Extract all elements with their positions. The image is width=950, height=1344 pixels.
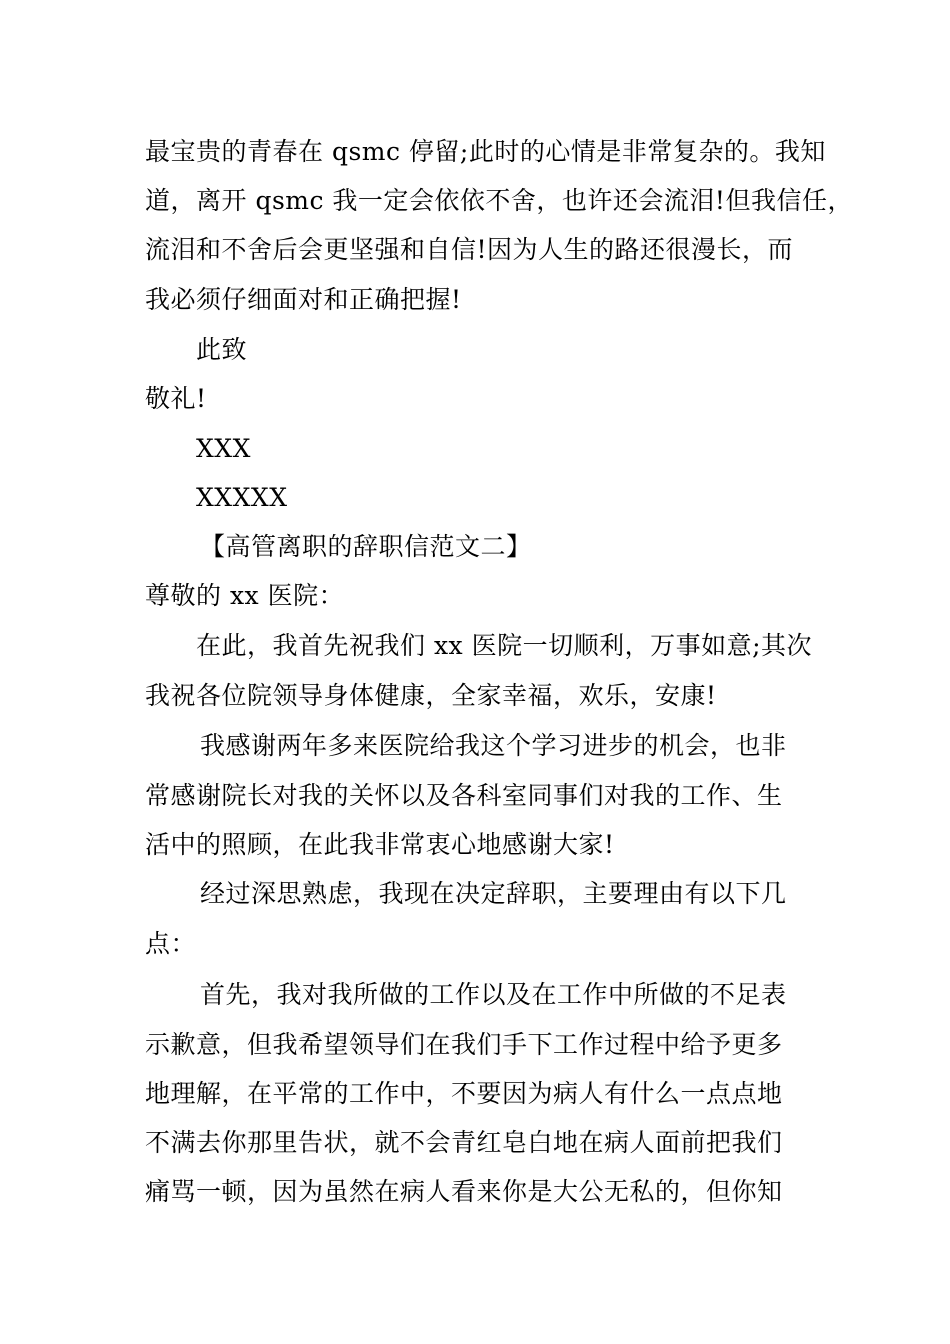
closing-salutation: 此致 xyxy=(196,335,248,364)
body-line: 示歉意，但我希望领导们在我们手下工作过程中给予更多 xyxy=(145,1030,783,1059)
body-line: 我必须仔细面对和正确把握! xyxy=(145,285,462,314)
closing-regards: 敬礼! xyxy=(145,384,207,413)
body-line: 最宝贵的青春在 qsmc 停留;此时的心情是非常复杂的。我知 xyxy=(145,137,826,166)
body-line: 常感谢院长对我的关怀以及各科室同事们对我的工作、生 xyxy=(145,781,783,810)
signature-name: XXX xyxy=(196,434,251,463)
section-heading: 【高管离职的辞职信范文二】 xyxy=(200,532,532,561)
body-line: 首先，我对我所做的工作以及在工作中所做的不足表 xyxy=(200,980,787,1009)
body-line: 在此，我首先祝我们 xx 医院一切顺利，万事如意;其次 xyxy=(196,631,813,660)
body-line: 点： xyxy=(145,929,197,958)
body-line: 流泪和不舍后会更坚强和自信!因为人生的路还很漫长，而 xyxy=(145,235,794,264)
letter-greeting: 尊敬的 xx 医院： xyxy=(145,581,345,610)
body-line: 我祝各位院领导身体健康，全家幸福，欢乐，安康! xyxy=(145,681,717,710)
body-line: 活中的照顾，在此我非常衷心地感谢大家! xyxy=(145,830,615,859)
body-line: 不满去你那里告状，就不会青红皂白地在病人面前把我们 xyxy=(145,1128,783,1157)
body-line: 我感谢两年多来医院给我这个学习进步的机会，也非 xyxy=(200,731,787,760)
body-line: 地理解，在平常的工作中，不要因为病人有什么一点点地 xyxy=(145,1079,783,1108)
body-line: 道，离开 qsmc 我一定会依依不舍，也许还会流泪!但我信任， xyxy=(145,186,853,215)
body-line: 痛骂一顿，因为虽然在病人看来你是大公无私的，但你知 xyxy=(145,1177,783,1206)
body-line: 经过深思熟虑，我现在决定辞职，主要理由有以下几 xyxy=(200,879,787,908)
signature-date: XXXXX xyxy=(196,483,288,512)
